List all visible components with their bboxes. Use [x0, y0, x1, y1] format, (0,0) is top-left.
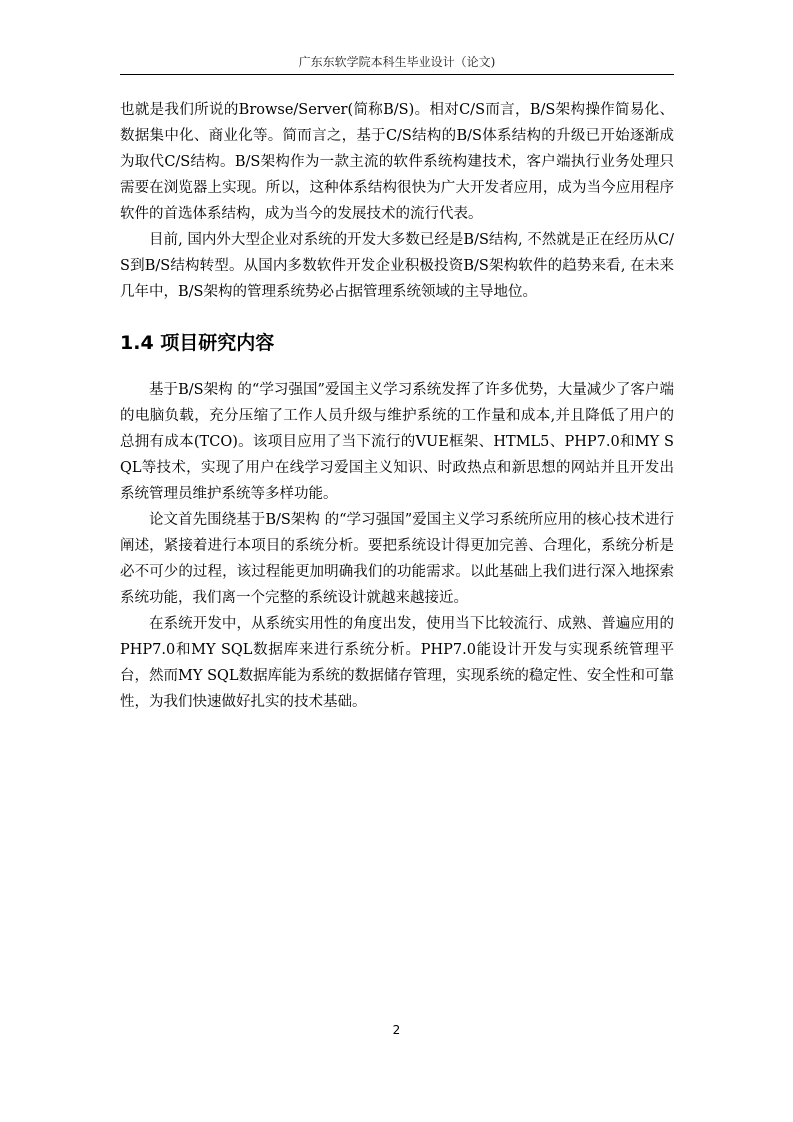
paragraph-paper-outline: 论文首先围绕基于B/S架构 的“学习强国”爱国主义学习系统所应用的核心技术进行阐述，紧接着进行本项目的系统分析。要把系统设计得更加完善、合理化，系统分析是必不可少的过程，该过程能更加明确我们的功能需求。以此基础上我们进行深入地探索系统功能，我们离一个完整的系统设计就越来越接近。: [120, 512, 674, 606]
page-number: 2: [392, 1023, 401, 1037]
paragraph-bs-trend: 目前, 国内外大型企业对系统的开发大多数已经是B/S结构, 不然就是正在经历从C/S到B/S结构转型。从国内多数软件开发企业积极投资B/S架构软件的趋势来看, 在未来几年中，B/S架构的管理系统势必占据管理系统领域的主导地位。: [120, 232, 674, 300]
paragraph-continuation: 也就是我们所说的Browse/Server(简称B/S)。相对C/S而言，B/S架构操作简易化、数据集中化、商业化等。简而言之，基于C/S结构的B/S体系结构的升级已开始逐渐成为取代C/S结构。B/S架构作为一款主流的软件系统构建技术，客户端执行业务处理只需要在浏览器上实现。所以，这种体系结构很快为广大开发者应用，成为当今应用程序软件的首选体系结构，成为当今的发展技术的流行代表。: [120, 102, 674, 222]
header-rule: [120, 74, 674, 75]
section-heading: 1.4 项目研究内容: [120, 332, 275, 354]
running-header: 广东东软学院本科生毕业设计（论文): [298, 55, 496, 69]
paragraph-system-advantages: 基于B/S架构 的“学习强国”爱国主义学习系统发挥了许多优势，大量减少了客户端的电脑负载，充分压缩了工作人员升级与维护系统的工作量和成本,并且降低了用户的总拥有成本(TCO)。该项目应用了当下流行的VUE框架、HTML5、PHP7.0和MY SQL等技术，实现了用户在线学习爱国主义知识、时政热点和新思想的网站并且开发出系统管理员维护系统等多样功能。: [120, 382, 674, 502]
paragraph-development-approach: 在系统开发中，从系统实用性的角度出发，使用当下比较流行、成熟、普遍应用的PHP7.0和MY SQL数据库来进行系统分析。PHP7.0能设计开发与实现系统管理平台，然而MY SQL数据库能为系统的数据储存管理，实现系统的稳定性、安全性和可靠性，为我们快速做好扎实的技术基础。: [120, 616, 674, 710]
page-body: [120, 97, 674, 715]
